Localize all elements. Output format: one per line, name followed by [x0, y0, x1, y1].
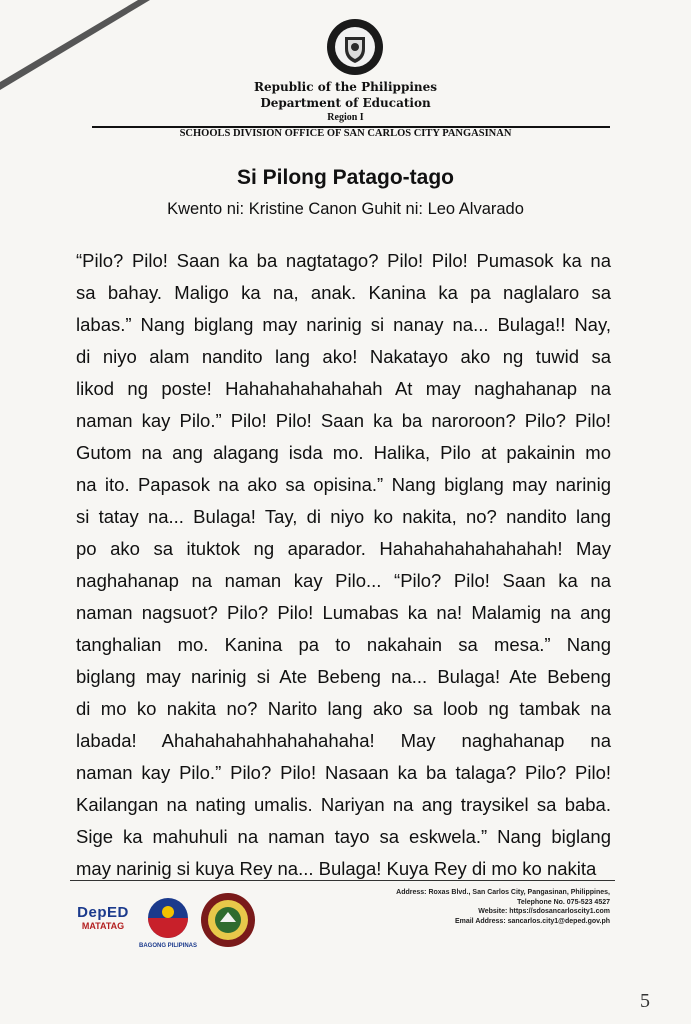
- story-line: po ako sa ituktok ng aparador. Hahahahahahahahah! May: [76, 538, 611, 559]
- story-line: naman kay Pilo.” Pilo! Pilo! Saan ka ba naroroon? Pilo? Pilo!: [76, 410, 611, 431]
- story-line: may narinig si kuya Rey na... Bulaga! Kuya Rey di mo ko nakita: [76, 858, 597, 879]
- matatag-logo-text: MATATAG: [81, 921, 125, 931]
- bagong-pilipinas-text: BAGONG PILIPINAS: [138, 943, 198, 949]
- deped-logo-text: DepED: [77, 904, 129, 921]
- email-link[interactable]: Email Address: sancarlos.city1@deped.gov.ph: [454, 917, 610, 925]
- story-line: Sige ka mahuhuli na naman tayo sa eskwela.” Nang biglang: [76, 826, 611, 847]
- story-line: Gutom na ang alagang isda mo. Halika, Pilo at pakainin mo: [76, 442, 611, 463]
- republic-label: Republic of the Philippines: [253, 80, 438, 94]
- story-line: na ito. Papasok na ako sa opisina.” Nang biglang may narinig: [76, 474, 611, 495]
- story-line: naman kay Pilo.” Pilo? Pilo! Nasaan ka ba talaga? Pilo? Pilo!: [76, 762, 611, 783]
- department-label: Department of Education: [260, 96, 431, 110]
- story-line: “Pilo? Pilo! Saan ka ba nagtatago? Pilo! Pilo! Pumasok ka na: [76, 250, 611, 271]
- story-line: si tatay na... Bulaga! Tay, di niyo ko nakita, no? nandito lang: [76, 506, 611, 527]
- story-line: Kailangan na nating umalis. Nariyan na ang traysikel sa baba.: [76, 794, 611, 815]
- story-line: naman nagsuot? Pilo? Pilo! Lumabas ka na! Malamig na ang: [76, 602, 611, 623]
- address-text: Address: Roxas Blvd., San Carlos City, Pangasinan, Philippines,: [396, 889, 610, 896]
- footer-logos: [72, 890, 262, 950]
- story-line: naghahanap na naman kay Pilo... “Pilo? Pilo! Saan ka na: [76, 570, 611, 591]
- story-line: biglang may narinig si Ate Bebeng na... Bulaga! Ate Bebeng: [76, 666, 611, 687]
- story-line: di mo ko nakita no? Narito lang ako sa loob ng tambak na: [76, 698, 611, 719]
- deped-seal-icon: [326, 18, 384, 76]
- footer-contact: [360, 888, 610, 926]
- bagong-pilipinas-logo-icon: [138, 896, 198, 950]
- story-line: labada! Ahahahahahhahahahaha! May naghahanap na: [76, 730, 611, 751]
- story-line: tanghalian mo. Kanina pa to nakahain sa mesa.” Nang: [76, 634, 611, 655]
- story-line: sa bahay. Maligo ka na, anak. Kanina ka pa naglalaro sa: [76, 282, 611, 303]
- website-link[interactable]: Website: https://sdosancarloscity1.com: [478, 908, 610, 916]
- folded-corner: [0, 0, 138, 82]
- story-line: di niyo alam nandito lang ako! Nakatayo ako ng tuwid sa: [76, 346, 611, 367]
- region-label: Region I: [327, 112, 364, 123]
- page-number: 5: [640, 990, 650, 1012]
- story-body: [76, 245, 611, 885]
- story-line: likod ng poste! Hahahahahahahah At may naghahanap na: [76, 378, 611, 399]
- deped-matatag-logo: [72, 904, 134, 931]
- office-label: SCHOOLS DIVISION OFFICE OF SAN CARLOS CITY PANGASINAN: [179, 128, 512, 139]
- story-line: labas.” Nang biglang may narinig si nanay na... Bulaga!! Nay,: [76, 314, 611, 335]
- story-credit: Kwento ni: Kristine Canon Guhit ni: Leo Alvarado: [167, 200, 524, 218]
- footer-divider: [70, 880, 615, 881]
- sdo-seal-icon: [200, 892, 256, 948]
- telephone-text: Telephone No. 075-523 4527: [517, 898, 610, 906]
- story-title: Si Pilong Patago-tago: [236, 166, 454, 189]
